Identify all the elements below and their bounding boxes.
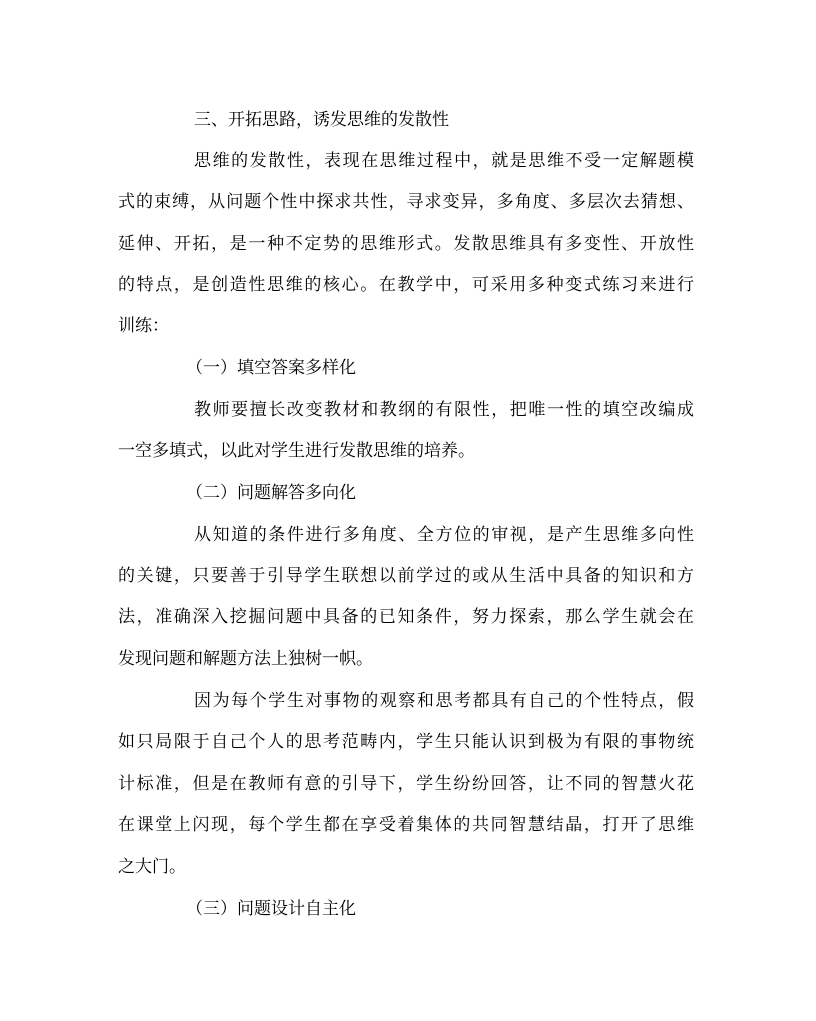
paragraph-2-line-2: 一空多填式，以此对学生进行发散思维的培养。 [118, 441, 475, 461]
paragraph-3-line-4: 发现问题和解题方法上独树一帜。 [118, 649, 373, 669]
paragraph-2-line-1: 教师要擅长改变教材和教纲的有限性，把唯一性的填空改编成 [194, 400, 694, 420]
paragraph-4-line-2: 如只局限于自己个人的思考范畴内，学生只能认识到极为有限的事物统 [118, 732, 694, 752]
paragraph-1-line-2: 式的束缚，从问题个性中探求共性，寻求变异，多角度、多层次去猜想、 [118, 192, 694, 212]
paragraph-3-line-2: 的关键，只要善于引导学生联想以前学过的或从生活中具备的知识和方 [118, 566, 694, 586]
subheading-2: （二）问题解答多向化 [186, 483, 356, 503]
section-heading: 三、开拓思路，诱发思维的发散性 [194, 110, 449, 130]
paragraph-1-line-1: 思维的发散性，表现在思维过程中，就是思维不受一定解题模 [194, 151, 694, 171]
paragraph-4-line-4: 在课堂上闪现，每个学生都在享受着集体的共同智慧结晶，打开了思维 [118, 815, 694, 835]
paragraph-4-line-3: 计标准，但是在教师有意的引导下，学生纷纷回答，让不同的智慧火花 [118, 774, 694, 794]
paragraph-1-line-3: 延伸、开拓，是一种不定势的思维形式。发散思维具有多变性、开放性 [118, 234, 694, 254]
paragraph-3-line-1: 从知道的条件进行多角度、全方位的审视，是产生思维多向性 [194, 525, 694, 545]
paragraph-3-line-3: 法，准确深入挖掘问题中具备的已知条件，努力探索，那么学生就会在 [118, 607, 694, 627]
paragraph-1-line-4: 的特点，是创造性思维的核心。在教学中，可采用多种变式练习来进行 [118, 275, 694, 295]
subheading-3: （三）问题设计自主化 [186, 899, 356, 919]
paragraph-4-line-5: 之大门。 [118, 857, 186, 877]
paragraph-4-line-1: 因为每个学生对事物的观察和思考都具有自己的个性特点，假 [194, 691, 694, 711]
subheading-1: （一）填空答案多样化 [186, 358, 356, 378]
paragraph-1-line-5: 训练： [118, 316, 169, 336]
